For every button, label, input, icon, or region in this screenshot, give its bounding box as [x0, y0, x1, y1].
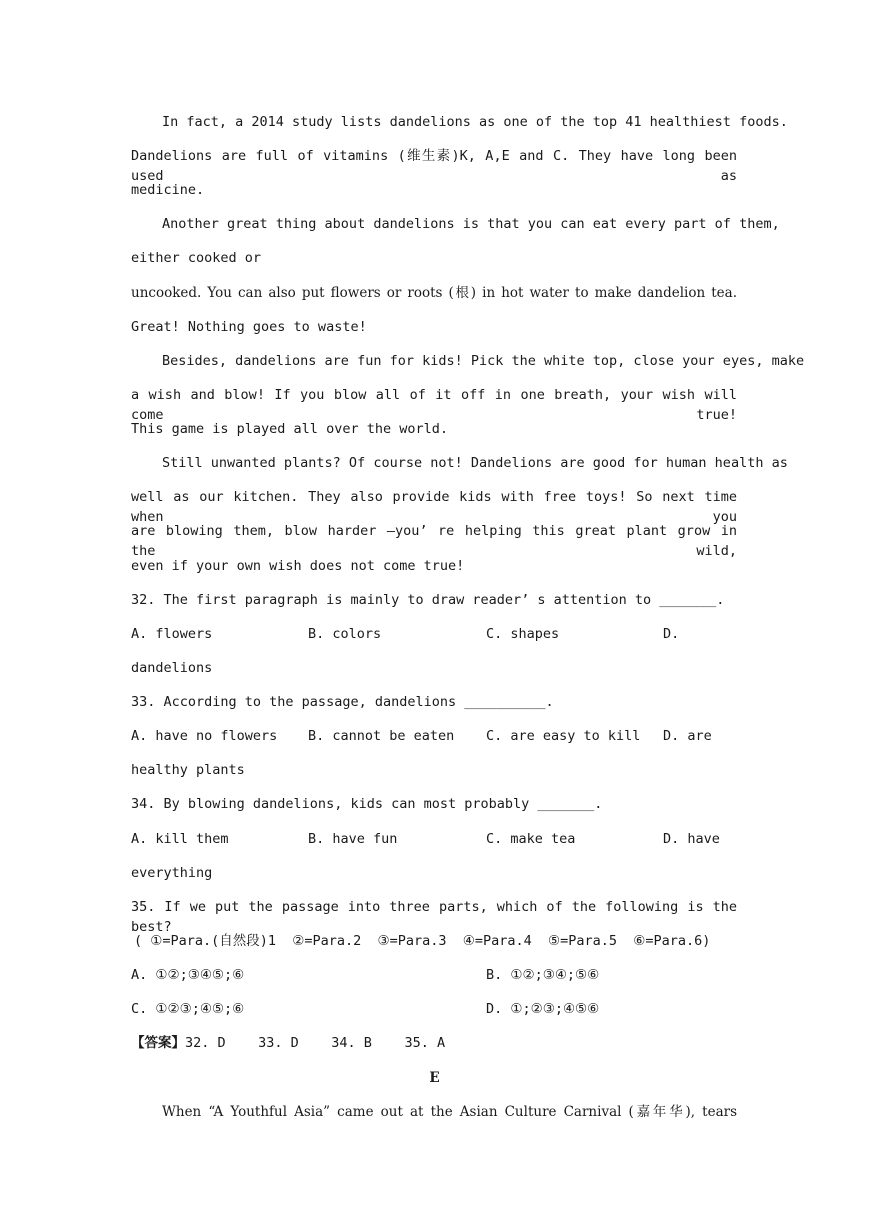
- question-32-option-b: B. colors: [308, 626, 382, 642]
- passage-line: even if your own wish does not come true!: [131, 558, 465, 574]
- passage-line: Another great thing about dandelions is that you can eat every part of them,: [162, 216, 780, 232]
- question-33-option-d-cont: healthy plants: [131, 762, 245, 778]
- passage-line: Still unwanted plants? Of course not! Dandelions are good for human health as: [162, 455, 788, 471]
- passage-line: This game is played all over the world.: [131, 421, 448, 437]
- answer-text: 32. D 33. D 34. B 35. A: [185, 1035, 446, 1051]
- passage-line: Dandelions are full of vitamins (维生素)K, A,E and C. They have long been used as: [131, 148, 737, 184]
- question-32-option-c: C. shapes: [486, 626, 560, 642]
- question-33-option-d: D. are: [663, 728, 712, 744]
- passage-line: are blowing them, blow harder —you’ re helping this great plant grow in the wild,: [131, 523, 737, 559]
- passage-line: In fact, a 2014 study lists dandelions as one of the top 41 healthiest foods.: [162, 114, 788, 130]
- question-34-stem: 34. By blowing dandelions, kids can most probably _______.: [131, 796, 603, 812]
- question-33-option-b: B. cannot be eaten: [308, 728, 455, 744]
- question-32-option-d-cont: dandelions: [131, 660, 213, 676]
- question-35-stem: 35. If we put the passage into three parts, which of the following is the best?: [131, 899, 737, 935]
- passage-line: either cooked or: [131, 250, 262, 266]
- question-33-stem: 33. According to the passage, dandelions __________.: [131, 694, 554, 710]
- question-33-option-a: A. have no flowers: [131, 728, 278, 744]
- passage-line: uncooked. You can also put flowers or roots (根) in hot water to make dandelion tea.: [131, 285, 737, 301]
- passage-line: a wish and blow! If you blow all of it off in one breath, your wish will come true!: [131, 387, 737, 423]
- question-34-option-d: D. have: [663, 831, 720, 847]
- question-34-option-b: B. have fun: [308, 831, 398, 847]
- question-35-option-b: B. ①②;③④;⑤⑥: [486, 967, 600, 983]
- passage-line: medicine.: [131, 182, 205, 198]
- question-34-option-c: C. make tea: [486, 831, 576, 847]
- section-e-first-line: When “A Youthful Asia” came out at the Asian Culture Carnival (嘉年华), tears: [162, 1104, 737, 1120]
- answer-key: [131, 1033, 445, 1053]
- question-35-option-a: A. ①②;③④⑤;⑥: [131, 967, 245, 983]
- question-35-option-c: C. ①②③;④⑤;⑥: [131, 1001, 245, 1017]
- answer-label: 【答案】: [131, 1035, 185, 1051]
- passage-line: Besides, dandelions are fun for kids! Pick the white top, close your eyes, make: [162, 353, 805, 369]
- question-32-option-d: D.: [663, 626, 680, 642]
- passage-line: Great! Nothing goes to waste!: [131, 319, 367, 335]
- section-heading: E: [429, 1070, 440, 1086]
- question-35-note: ( ①=Para.(自然段)1 ②=Para.2 ③=Para.3 ④=Para.4 ⑤=Para.5 ⑥=Para.6): [134, 933, 711, 949]
- question-35-option-d: D. ①;②③;④⑤⑥: [486, 1001, 600, 1017]
- question-32-stem: 32. The first paragraph is mainly to draw reader’ s attention to _______.: [131, 592, 725, 608]
- question-34-option-d-cont: everything: [131, 865, 213, 881]
- question-33-option-c: C. are easy to kill: [486, 728, 641, 744]
- passage-line: well as our kitchen. They also provide kids with free toys! So next time when you: [131, 489, 737, 525]
- question-32-option-a: A. flowers: [131, 626, 213, 642]
- question-34-option-a: A. kill them: [131, 831, 229, 847]
